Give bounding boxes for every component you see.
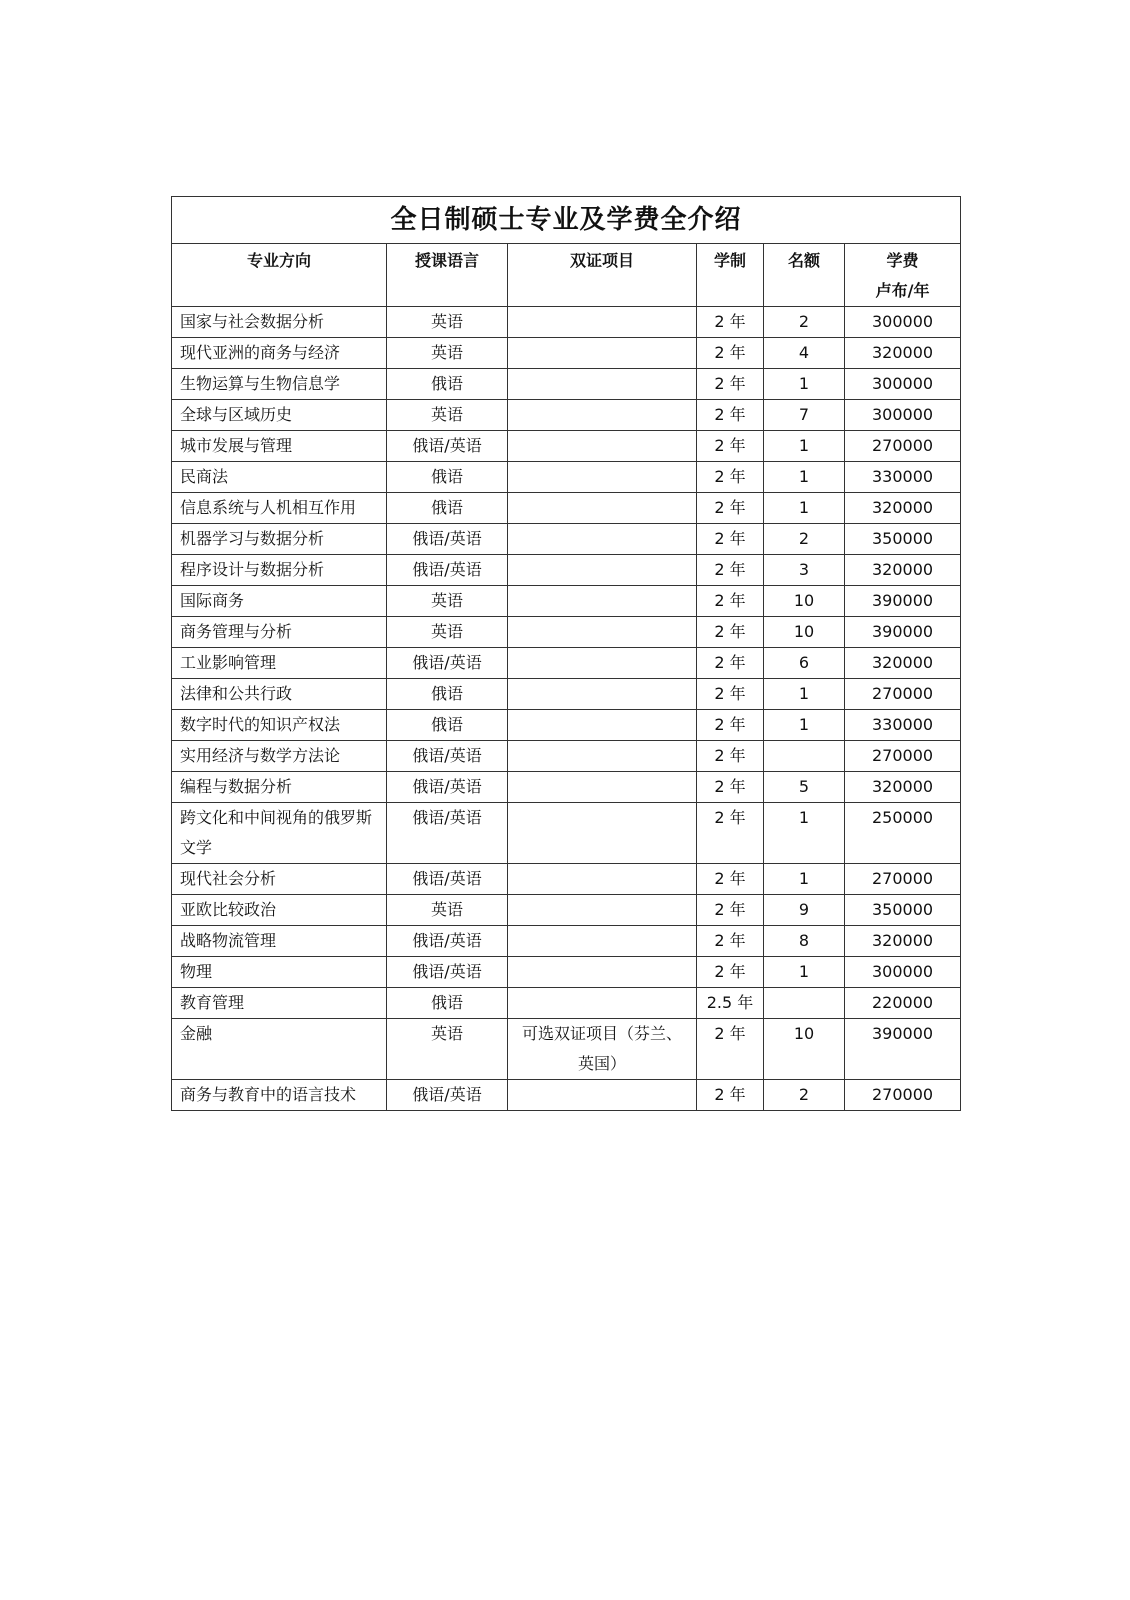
cell-dual-degree: [508, 493, 697, 524]
table-row: [172, 338, 961, 369]
cell-major: 商务管理与分析: [172, 617, 387, 648]
cell-language: 英语: [387, 586, 508, 617]
cell-duration: 2 年: [697, 895, 764, 926]
cell-duration: 2 年: [697, 1019, 764, 1080]
cell-tuition: 270000: [845, 431, 961, 462]
cell-major: 工业影响管理: [172, 648, 387, 679]
tuition-table: [171, 196, 961, 1111]
cell-tuition: 300000: [845, 307, 961, 338]
cell-dual-degree: [508, 679, 697, 710]
cell-major: 数字时代的知识产权法: [172, 710, 387, 741]
cell-language: 俄语/英语: [387, 1080, 508, 1111]
table-row: [172, 524, 961, 555]
cell-quota: 10: [764, 1019, 845, 1080]
cell-tuition: 350000: [845, 524, 961, 555]
cell-dual-degree: [508, 369, 697, 400]
cell-dual-degree: [508, 307, 697, 338]
cell-tuition: 350000: [845, 895, 961, 926]
cell-dual-degree: [508, 772, 697, 803]
table-row: [172, 926, 961, 957]
cell-language: 俄语/英语: [387, 803, 508, 864]
cell-dual-degree: [508, 586, 697, 617]
cell-quota: 10: [764, 617, 845, 648]
cell-dual-degree: [508, 741, 697, 772]
cell-tuition: 270000: [845, 679, 961, 710]
cell-language: 俄语: [387, 710, 508, 741]
table-row: [172, 803, 961, 864]
cell-major: 民商法: [172, 462, 387, 493]
table-row: [172, 772, 961, 803]
cell-language: 英语: [387, 400, 508, 431]
cell-quota: 1: [764, 803, 845, 864]
cell-tuition: 320000: [845, 338, 961, 369]
table-row: [172, 400, 961, 431]
cell-tuition: 330000: [845, 710, 961, 741]
cell-dual-degree: [508, 431, 697, 462]
header-language: 授课语言: [387, 244, 508, 307]
cell-quota: 5: [764, 772, 845, 803]
cell-language: 英语: [387, 307, 508, 338]
cell-tuition: 390000: [845, 617, 961, 648]
header-quota: 名额: [764, 244, 845, 307]
cell-dual-degree: [508, 926, 697, 957]
cell-dual-degree: [508, 400, 697, 431]
cell-duration: 2 年: [697, 493, 764, 524]
cell-dual-degree: [508, 524, 697, 555]
cell-major: 商务与教育中的语言技术: [172, 1080, 387, 1111]
cell-quota: 2: [764, 307, 845, 338]
header-tuition-label: 学费: [886, 251, 919, 270]
cell-dual-degree: [508, 710, 697, 741]
cell-quota: [764, 741, 845, 772]
cell-quota: 9: [764, 895, 845, 926]
cell-dual-degree: [508, 988, 697, 1019]
cell-tuition: 250000: [845, 803, 961, 864]
cell-language: 俄语/英语: [387, 555, 508, 586]
header-tuition: [845, 244, 961, 307]
table-row: [172, 957, 961, 988]
header-duration: 学制: [697, 244, 764, 307]
header-row: [172, 244, 961, 307]
cell-language: 英语: [387, 338, 508, 369]
cell-major: 物理: [172, 957, 387, 988]
cell-quota: 1: [764, 864, 845, 895]
cell-duration: 2 年: [697, 679, 764, 710]
cell-dual-degree: [508, 957, 697, 988]
table-row: [172, 741, 961, 772]
cell-duration: 2 年: [697, 1080, 764, 1111]
table-row: [172, 369, 961, 400]
cell-dual-degree: [508, 1080, 697, 1111]
cell-major: 法律和公共行政: [172, 679, 387, 710]
cell-major: 信息系统与人机相互作用: [172, 493, 387, 524]
cell-quota: 3: [764, 555, 845, 586]
cell-major: 金融: [172, 1019, 387, 1080]
cell-tuition: 300000: [845, 400, 961, 431]
cell-duration: 2 年: [697, 586, 764, 617]
cell-major: 程序设计与数据分析: [172, 555, 387, 586]
table-row: [172, 493, 961, 524]
table-row: [172, 555, 961, 586]
cell-quota: 1: [764, 462, 845, 493]
cell-dual-degree: 可选双证项目（芬兰、英国）: [508, 1019, 697, 1080]
cell-dual-degree: [508, 338, 697, 369]
cell-language: 俄语/英语: [387, 926, 508, 957]
table-row: [172, 648, 961, 679]
cell-major: 生物运算与生物信息学: [172, 369, 387, 400]
cell-major: 现代亚洲的商务与经济: [172, 338, 387, 369]
cell-quota: 1: [764, 957, 845, 988]
cell-major: 战略物流管理: [172, 926, 387, 957]
cell-dual-degree: [508, 895, 697, 926]
header-major: 专业方向: [172, 244, 387, 307]
cell-major: 跨文化和中间视角的俄罗斯文学: [172, 803, 387, 864]
title-row: [172, 197, 961, 244]
cell-major: 全球与区域历史: [172, 400, 387, 431]
cell-duration: 2 年: [697, 400, 764, 431]
table-title: 全日制硕士专业及学费全介绍: [172, 197, 961, 244]
header-tuition-unit: 卢布/年: [875, 281, 930, 300]
cell-duration: 2 年: [697, 803, 764, 864]
cell-quota: 1: [764, 679, 845, 710]
cell-quota: 10: [764, 586, 845, 617]
cell-tuition: 320000: [845, 648, 961, 679]
cell-quota: 4: [764, 338, 845, 369]
cell-dual-degree: [508, 864, 697, 895]
cell-duration: 2 年: [697, 864, 764, 895]
cell-duration: 2 年: [697, 957, 764, 988]
table-row: [172, 1080, 961, 1111]
cell-major: 国际商务: [172, 586, 387, 617]
cell-duration: 2 年: [697, 369, 764, 400]
cell-language: 俄语/英语: [387, 864, 508, 895]
cell-duration: 2 年: [697, 926, 764, 957]
cell-language: 俄语: [387, 679, 508, 710]
cell-tuition: 300000: [845, 957, 961, 988]
cell-quota: 2: [764, 1080, 845, 1111]
cell-duration: 2 年: [697, 772, 764, 803]
cell-dual-degree: [508, 555, 697, 586]
table-row: [172, 617, 961, 648]
cell-language: 俄语/英语: [387, 772, 508, 803]
cell-quota: 2: [764, 524, 845, 555]
cell-duration: 2 年: [697, 307, 764, 338]
cell-major: 国家与社会数据分析: [172, 307, 387, 338]
cell-tuition: 320000: [845, 493, 961, 524]
cell-dual-degree: [508, 803, 697, 864]
cell-tuition: 270000: [845, 741, 961, 772]
table-row: [172, 864, 961, 895]
cell-duration: 2 年: [697, 710, 764, 741]
table-row: [172, 679, 961, 710]
cell-quota: [764, 988, 845, 1019]
cell-language: 俄语/英语: [387, 741, 508, 772]
cell-duration: 2 年: [697, 431, 764, 462]
cell-quota: 7: [764, 400, 845, 431]
cell-major: 教育管理: [172, 988, 387, 1019]
cell-duration: 2 年: [697, 648, 764, 679]
cell-tuition: 270000: [845, 864, 961, 895]
cell-major: 实用经济与数学方法论: [172, 741, 387, 772]
cell-language: 俄语: [387, 462, 508, 493]
cell-tuition: 270000: [845, 1080, 961, 1111]
cell-duration: 2 年: [697, 462, 764, 493]
cell-quota: 1: [764, 493, 845, 524]
cell-tuition: 330000: [845, 462, 961, 493]
cell-language: 俄语/英语: [387, 431, 508, 462]
cell-dual-degree: [508, 462, 697, 493]
cell-language: 俄语/英语: [387, 957, 508, 988]
table-row: [172, 307, 961, 338]
cell-quota: 8: [764, 926, 845, 957]
table-row: [172, 586, 961, 617]
cell-major: 现代社会分析: [172, 864, 387, 895]
cell-quota: 6: [764, 648, 845, 679]
table-body: [172, 307, 961, 1111]
table-row: [172, 895, 961, 926]
table-row: [172, 710, 961, 741]
cell-tuition: 390000: [845, 1019, 961, 1080]
cell-tuition: 320000: [845, 926, 961, 957]
cell-duration: 2 年: [697, 524, 764, 555]
cell-quota: 1: [764, 369, 845, 400]
cell-duration: 2 年: [697, 338, 764, 369]
cell-major: 亚欧比较政治: [172, 895, 387, 926]
cell-tuition: 320000: [845, 555, 961, 586]
cell-major: 城市发展与管理: [172, 431, 387, 462]
cell-duration: 2 年: [697, 617, 764, 648]
cell-quota: 1: [764, 431, 845, 462]
cell-language: 俄语: [387, 369, 508, 400]
cell-dual-degree: [508, 648, 697, 679]
cell-language: 俄语: [387, 988, 508, 1019]
table-row: [172, 431, 961, 462]
table-row: [172, 462, 961, 493]
cell-language: 英语: [387, 617, 508, 648]
cell-duration: 2.5 年: [697, 988, 764, 1019]
cell-language: 英语: [387, 1019, 508, 1080]
cell-language: 英语: [387, 895, 508, 926]
cell-major: 编程与数据分析: [172, 772, 387, 803]
cell-tuition: 390000: [845, 586, 961, 617]
cell-tuition: 300000: [845, 369, 961, 400]
cell-duration: 2 年: [697, 555, 764, 586]
cell-duration: 2 年: [697, 741, 764, 772]
cell-language: 俄语: [387, 493, 508, 524]
table-row: [172, 1019, 961, 1080]
cell-tuition: 320000: [845, 772, 961, 803]
cell-major: 机器学习与数据分析: [172, 524, 387, 555]
cell-language: 俄语/英语: [387, 524, 508, 555]
table-row: [172, 988, 961, 1019]
cell-quota: 1: [764, 710, 845, 741]
cell-language: 俄语/英语: [387, 648, 508, 679]
cell-dual-degree: [508, 617, 697, 648]
header-dual-degree: 双证项目: [508, 244, 697, 307]
cell-tuition: 220000: [845, 988, 961, 1019]
